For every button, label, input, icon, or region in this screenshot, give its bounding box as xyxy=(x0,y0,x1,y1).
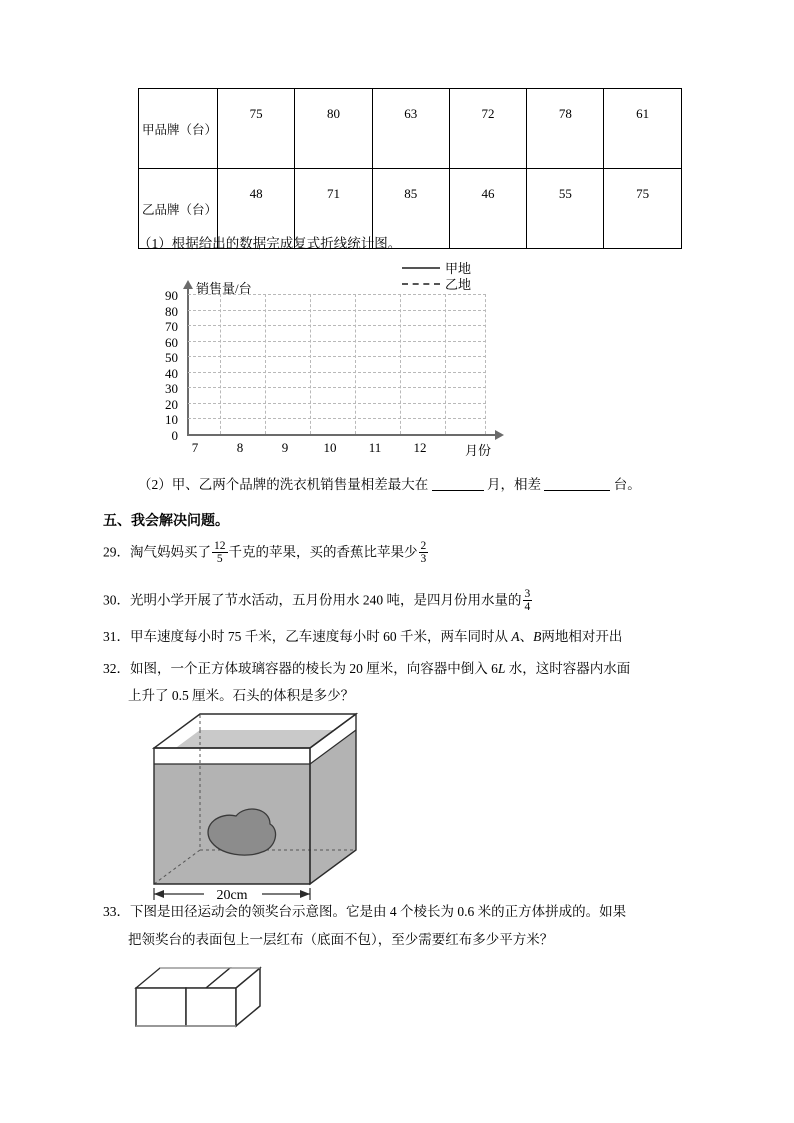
subquestion-1: （1）根据给出的数据完成复式折线统计图。 xyxy=(138,236,402,251)
chart-legend xyxy=(402,260,471,292)
row-header-brand-b-label: 乙品牌（台） xyxy=(142,202,218,217)
chart-gridline-h xyxy=(188,372,486,373)
podium-figure xyxy=(128,962,268,1043)
question-32-seg-a: 如图，一个正方体玻璃容器的棱长为 20 厘米，向容器中倒入 6 xyxy=(130,661,498,676)
cell-a-2: 80 xyxy=(295,89,372,169)
line-chart xyxy=(140,258,540,468)
chart-ytick-90: 90 xyxy=(165,288,178,303)
chart-gridline-h xyxy=(188,310,486,311)
subquestion-2 xyxy=(138,473,641,497)
question-33-line2: 把领奖台的表面包上一层红布（底面不包），至少需要红布多少平方米？ xyxy=(128,932,554,947)
chart-xtick-11: 11 xyxy=(368,440,382,455)
cell-b-2: 71 xyxy=(295,169,372,249)
cell-b-3: 85 xyxy=(372,169,449,249)
cell-a-6: 61 xyxy=(604,89,681,169)
answer-blank-difference[interactable] xyxy=(544,477,610,491)
question-32-number: 32． xyxy=(103,661,130,676)
chart-ytick-80: 80 xyxy=(165,303,178,319)
chart-ytick-70: 70 xyxy=(165,319,178,334)
question-32-line2: 上升了 0.5 厘米。石头的体积是多少？ xyxy=(128,688,355,703)
cell-b-5: 55 xyxy=(527,169,604,249)
question-33-line1 xyxy=(103,900,626,924)
water-cube-figure xyxy=(128,712,358,907)
legend-item-yi xyxy=(402,276,471,292)
chart-ytick-20: 20 xyxy=(165,396,178,412)
dimension-label-20cm: 20cm xyxy=(216,888,248,902)
row-header-brand-a-label: 甲品牌（台） xyxy=(142,122,218,137)
row-header-brand-a xyxy=(139,89,218,169)
chart-y-axis-label: 销售量/台 xyxy=(196,281,252,296)
question-31 xyxy=(103,625,622,649)
question-33-number: 33． xyxy=(103,904,130,919)
water-cube-svg xyxy=(128,712,358,902)
cell-b-4: 46 xyxy=(449,169,526,249)
chart-gridline-h xyxy=(188,294,486,295)
question-30-number: 30． xyxy=(103,592,130,608)
chart-xtick-10: 10 xyxy=(323,440,337,455)
cell-a-1: 75 xyxy=(218,89,295,169)
question-32-line1 xyxy=(103,657,630,681)
podium-front-face-left xyxy=(136,988,186,1026)
chart-ytick-60: 60 xyxy=(165,334,178,350)
sales-data-table xyxy=(138,88,672,249)
question-29-seg1: 淘气妈妈买了 xyxy=(130,544,211,560)
question-32-seg-b: 水，这时容器内水面 xyxy=(505,661,631,676)
fraction-three-quarters xyxy=(523,588,533,613)
chart-ytick-0: 0 xyxy=(171,427,178,443)
chart-gridline-h xyxy=(188,325,486,326)
chart-ytick-50: 50 xyxy=(165,350,178,365)
legend-label-yi: 乙地 xyxy=(445,276,472,292)
question-30-seg1: 光明小学开展了节水活动，五月份用水 240 吨，是四月份用水量的 xyxy=(130,592,522,608)
fraction-numerator: 3 xyxy=(524,588,531,600)
dimension-arrowhead-left-icon xyxy=(154,890,164,898)
legend-item-jia xyxy=(402,260,471,276)
cell-a-5: 78 xyxy=(527,89,604,169)
chart-ytick-10: 10 xyxy=(165,412,178,427)
cell-b-1: 48 xyxy=(218,169,295,249)
chart-gridline-h xyxy=(188,418,486,419)
podium-front-face-right xyxy=(186,988,236,1026)
chart-gridline-v xyxy=(220,294,221,434)
question-31-number: 31． xyxy=(103,629,130,644)
cell-a-3: 63 xyxy=(372,89,449,169)
question-29-seg2: 千克的苹果，买的香蕉比苹果少 xyxy=(228,544,418,560)
fraction-two-thirds xyxy=(419,540,429,565)
chart-xtick-12: 12 xyxy=(413,440,427,455)
chart-gridline-v xyxy=(310,294,311,434)
question-30 xyxy=(103,588,533,613)
question-33-seg1: 下图是田径运动会的领奖台示意图。它是由 4 个棱长为 0.6 米的正方体拼成的。如果 xyxy=(130,904,627,919)
chart-gridline-v xyxy=(485,294,486,434)
air-gap-front xyxy=(154,748,310,764)
legend-dashed-line-icon xyxy=(402,283,440,285)
chart-gridline-h xyxy=(188,387,486,388)
fraction-numerator: 2 xyxy=(420,540,427,552)
fraction-denominator: 5 xyxy=(212,552,228,565)
podium-svg xyxy=(128,962,268,1038)
answer-blank-month[interactable] xyxy=(432,477,484,491)
chart-gridline-h xyxy=(188,341,486,342)
chart-gridline-v xyxy=(445,294,446,434)
variable-a: A xyxy=(511,629,520,644)
cell-b-6: 75 xyxy=(604,169,681,249)
subquestion-2-part-b: 月，相差 xyxy=(487,477,541,492)
fraction-denominator: 3 xyxy=(420,553,427,566)
variable-l: L xyxy=(497,661,506,676)
chart-gridline-v xyxy=(355,294,356,434)
chart-x-axis-arrow-icon xyxy=(495,430,504,440)
chart-x-axis-label: 月份 xyxy=(465,443,492,458)
chart-ytick-40: 40 xyxy=(165,365,178,381)
fraction-twelve-fifths xyxy=(212,540,228,565)
legend-solid-line-icon xyxy=(402,267,440,269)
chart-gridline-h xyxy=(188,356,486,357)
subquestion-2-part-c: 台。 xyxy=(613,477,641,492)
chart-x-axis xyxy=(187,434,497,436)
question-29-number: 29． xyxy=(103,544,130,560)
cell-a-4: 72 xyxy=(449,89,526,169)
chart-gridline-h xyxy=(188,403,486,404)
legend-label-jia: 甲地 xyxy=(445,260,472,276)
question-29 xyxy=(103,540,429,565)
dimension-arrowhead-right-icon xyxy=(300,890,310,898)
section-heading-five: 五、我会解决问题。 xyxy=(103,512,229,528)
chart-y-axis-arrow-icon xyxy=(183,280,193,289)
subquestion-2-part-a: （2）甲、乙两个品牌的洗衣机销售量相差最大在 xyxy=(138,477,429,492)
fraction-denominator: 4 xyxy=(524,601,531,614)
chart-ytick-30: 30 xyxy=(165,381,178,396)
fraction-numerator: 12 xyxy=(214,540,226,552)
chart-gridline-v xyxy=(400,294,401,434)
chart-xtick-7: 7 xyxy=(191,440,199,455)
chart-plot-area xyxy=(188,294,486,434)
table-row xyxy=(139,89,682,169)
question-31-seg2: 、 xyxy=(519,629,534,644)
question-31-seg1: 甲车速度每小时 75 千米，乙车速度每小时 60 千米，两车同时从 xyxy=(130,629,512,644)
variable-b: B xyxy=(533,629,542,644)
question-31-seg3: 两地相对开出 xyxy=(541,629,623,644)
chart-gridline-v xyxy=(265,294,266,434)
chart-xtick-9: 9 xyxy=(281,440,289,455)
chart-xtick-8: 8 xyxy=(236,440,244,455)
